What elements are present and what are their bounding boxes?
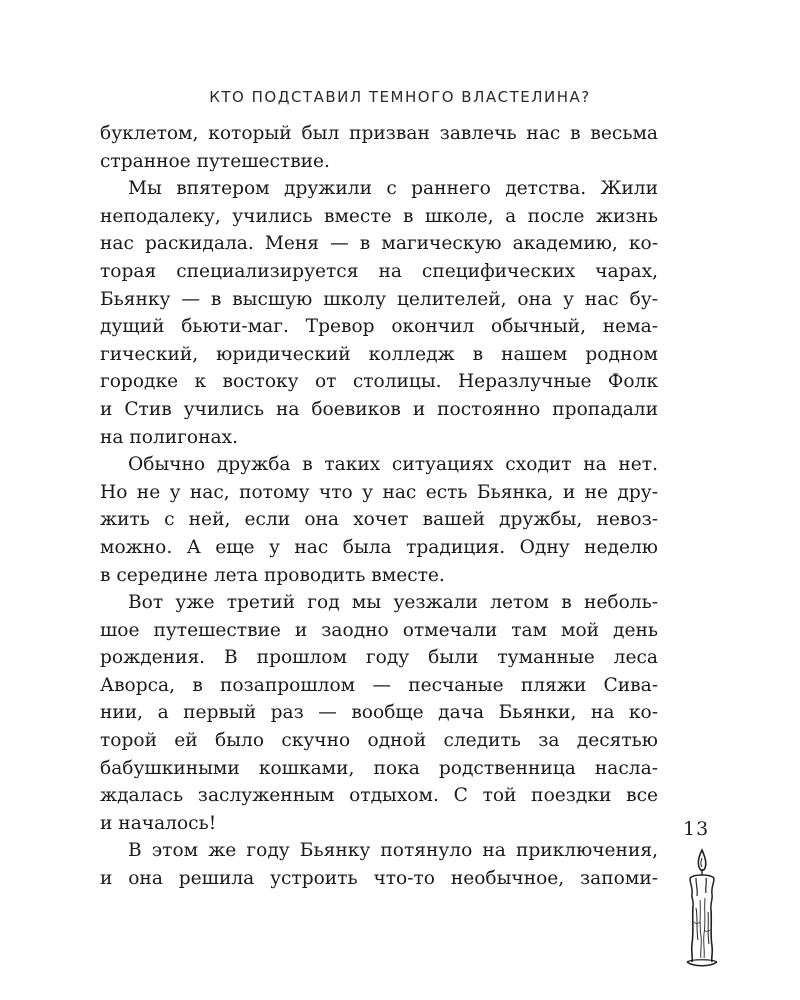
text-line: гический, юридический колледж в нашем родном — [100, 343, 658, 365]
text-line: неподалеку, учились вместе в школе, а после жизнь — [100, 205, 658, 227]
text-line: В этом же году Бьянку потянуло на приключения, — [128, 840, 658, 862]
text-line: на полигонах. — [100, 426, 238, 448]
text-line: нас раскидала. Меня — в магическую академию, ко- — [100, 233, 658, 255]
text-line: бабушкиными кошками, пока родственница насла- — [100, 757, 658, 779]
text-line: можно. А еще у нас была традиция. Одну неделю — [100, 536, 658, 558]
page-number: 13 — [683, 818, 710, 840]
text-line: в середине лета проводить вместе. — [100, 564, 445, 586]
text-line: Но не у нас, потому что у нас есть Бьянка, и не дру- — [100, 481, 658, 503]
text-line: торой ей было скучно одной следить за десятью — [100, 730, 658, 752]
candle-icon — [678, 848, 726, 968]
body-text — [100, 120, 658, 893]
text-line: ждалась заслуженным отдыхом. С той поездки все — [100, 785, 658, 807]
text-line: жить с ней, если она хочет вашей дружбы, невоз- — [100, 509, 658, 531]
text-line: буклетом, который был призван завлечь нас в весьма — [100, 123, 658, 144]
text-line: торая специализируется на специфических чарах, — [100, 260, 658, 282]
text-line: шое путешествие и заодно отмечали там мой день — [100, 619, 658, 641]
text-line: Аворса, в позапрошлом — песчаные пляжи Сива- — [100, 674, 658, 696]
text-line: Вот уже третий год мы уезжали летом в неболь- — [128, 592, 658, 614]
text-line: дущий бьюти-маг. Тревор окончил обычный, нема- — [100, 316, 658, 338]
text-line: и Стив учились на боевиков и постоянно пропадали — [100, 398, 658, 420]
running-head: КТО ПОДСТАВИЛ ТЕМНОГО ВЛАСТЕЛИНА? — [209, 88, 591, 106]
text-line: нии, а первый раз — вообще дача Бьянки, на ко- — [100, 702, 658, 724]
text-line: городке к востоку от столицы. Неразлучные Фолк — [100, 371, 658, 393]
text-line: и она решила устроить что-то необычное, запоми- — [100, 868, 658, 890]
text-line: рождения. В прошлом году были туманные леса — [100, 647, 658, 669]
text-line: Бьянку — в высшую школу целителей, она у нас бу- — [100, 288, 658, 310]
text-line: и началось! — [100, 812, 217, 834]
text-line: Мы впятером дружили с раннего детства. Жили — [128, 178, 658, 200]
text-line: странное путешествие. — [100, 150, 330, 172]
text-line: Обычно дружба в таких ситуациях сходит на нет. — [128, 454, 658, 476]
